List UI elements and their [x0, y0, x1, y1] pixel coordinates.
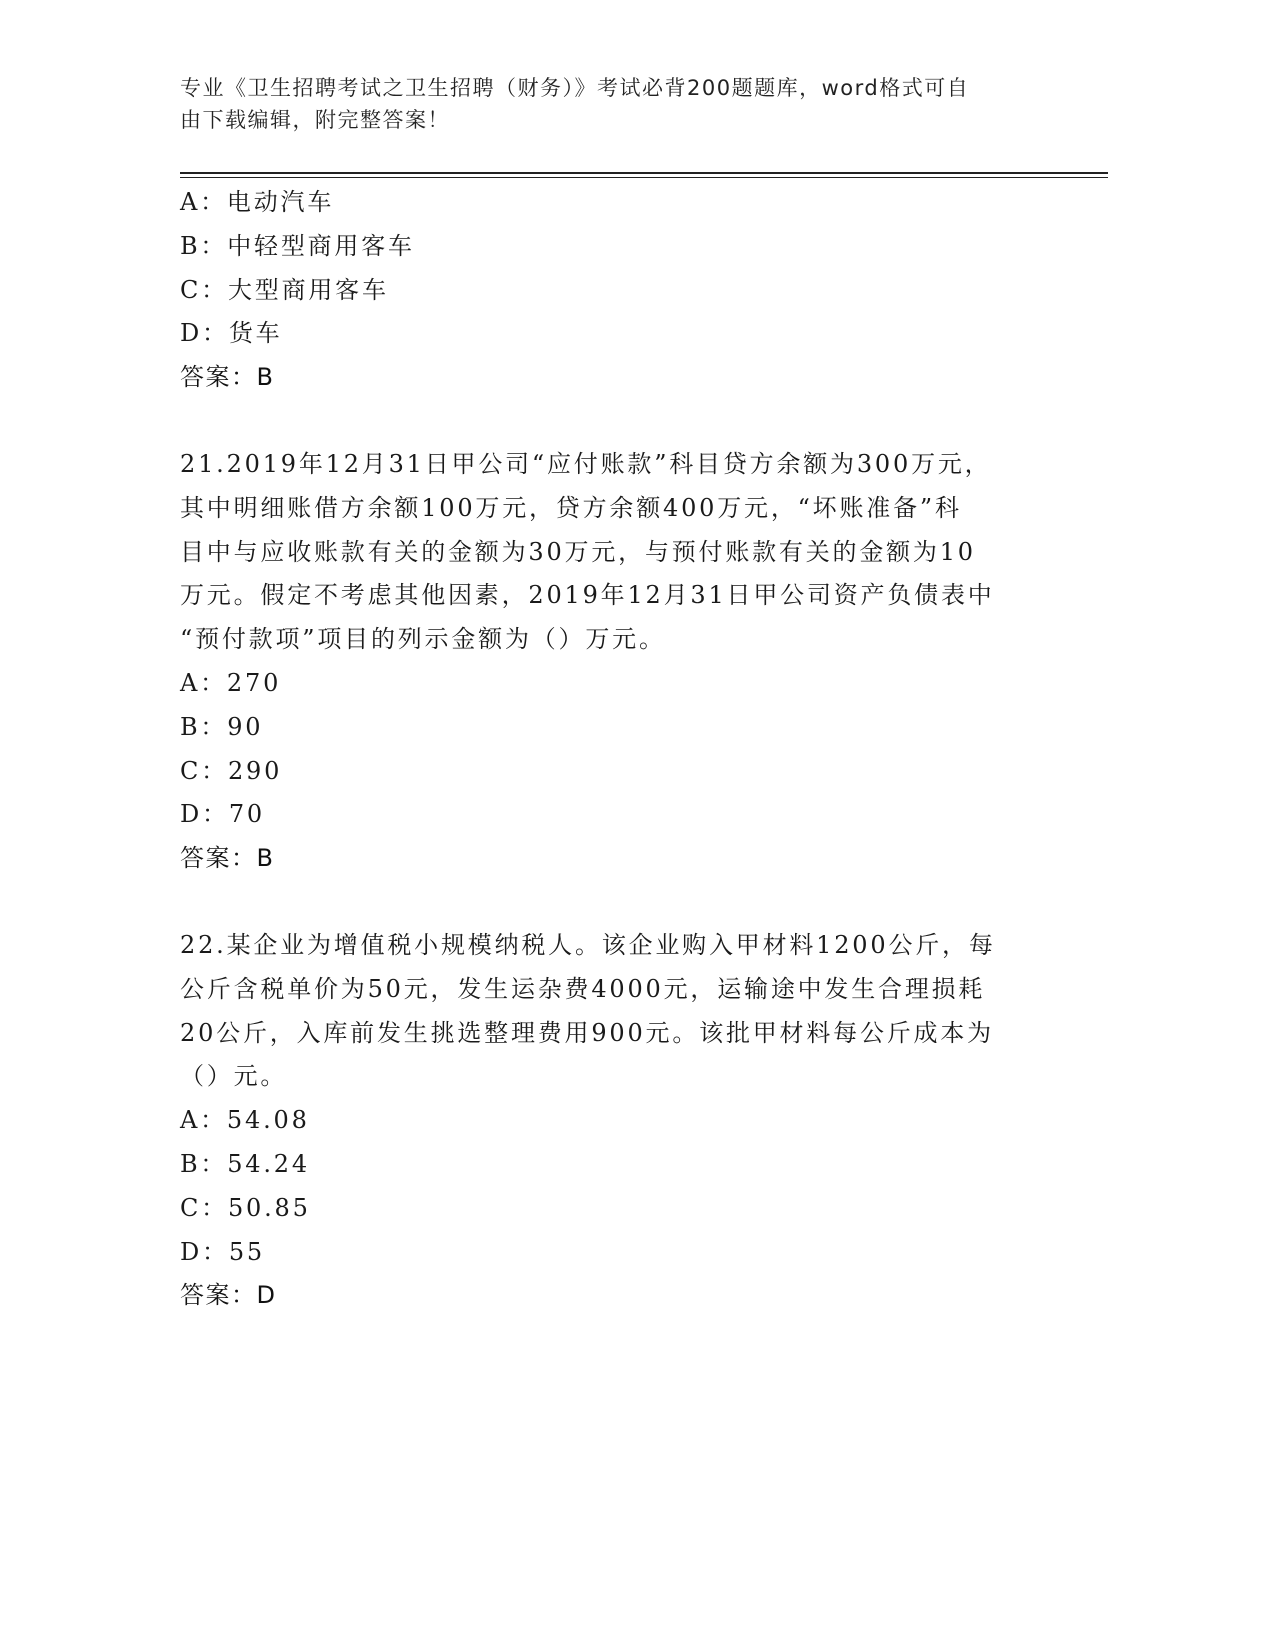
question-20: [180, 181, 1030, 400]
question-list: [180, 181, 1030, 1318]
option-b: B：中轻型商用客车: [180, 231, 415, 260]
answer-line: 答案：B: [180, 363, 275, 392]
option-c: C：50.85: [180, 1193, 311, 1222]
question-text-line: 公斤含税单价为50元，发生运杂费4000元，运输途中发生合理损耗: [180, 974, 986, 1003]
option-d: D：55: [180, 1237, 265, 1266]
header-line-1: 专业《卫生招聘考试之卫生招聘（财务）》考试必背200题题库，word格式可自: [180, 76, 970, 100]
option-a: A：54.08: [180, 1106, 310, 1135]
header-divider-thin: [180, 177, 1108, 178]
question-21: [180, 443, 1030, 881]
header-line-2: 由下载编辑，附完整答案！: [180, 108, 450, 132]
question-22: [180, 924, 1030, 1318]
answer-line: 答案：D: [180, 1281, 277, 1310]
question-text-line: 其中明细账借方余额100万元，贷方余额400万元，“坏账准备”科: [180, 493, 962, 522]
question-text-line: 20公斤，入库前发生挑选整理费用900元。该批甲材料每公斤成本为: [180, 1018, 994, 1047]
question-text-line: 21.2019年12月31日甲公司“应付账款”科目贷方余额为300万元，: [180, 449, 992, 478]
question-text-line: 万元。假定不考虑其他因素，2019年12月31日甲公司资产负债表中: [180, 581, 995, 610]
option-a: A：270: [180, 668, 282, 697]
document-header: [180, 72, 1040, 136]
question-text-line: “预付款项”项目的列示金额为（）万元。: [180, 625, 666, 654]
option-b: B：90: [180, 712, 264, 741]
answer-line: 答案：B: [180, 844, 275, 873]
option-d: D：70: [180, 800, 265, 829]
option-a: A：电动汽车: [180, 188, 335, 216]
option-c: C：290: [180, 756, 283, 785]
question-text-line: 22.某企业为增值税小规模纳税人。该企业购入甲材料1200公斤，每: [180, 930, 996, 959]
option-b: B：54.24: [180, 1149, 310, 1178]
option-d: D：货车: [180, 319, 283, 348]
header-divider-thick: [180, 172, 1108, 174]
question-text-line: 目中与应收账款有关的金额为30万元，与预付账款有关的金额为10: [180, 537, 976, 566]
option-c: C：大型商用客车: [180, 275, 389, 304]
question-text-line: （）元。: [180, 1062, 288, 1091]
